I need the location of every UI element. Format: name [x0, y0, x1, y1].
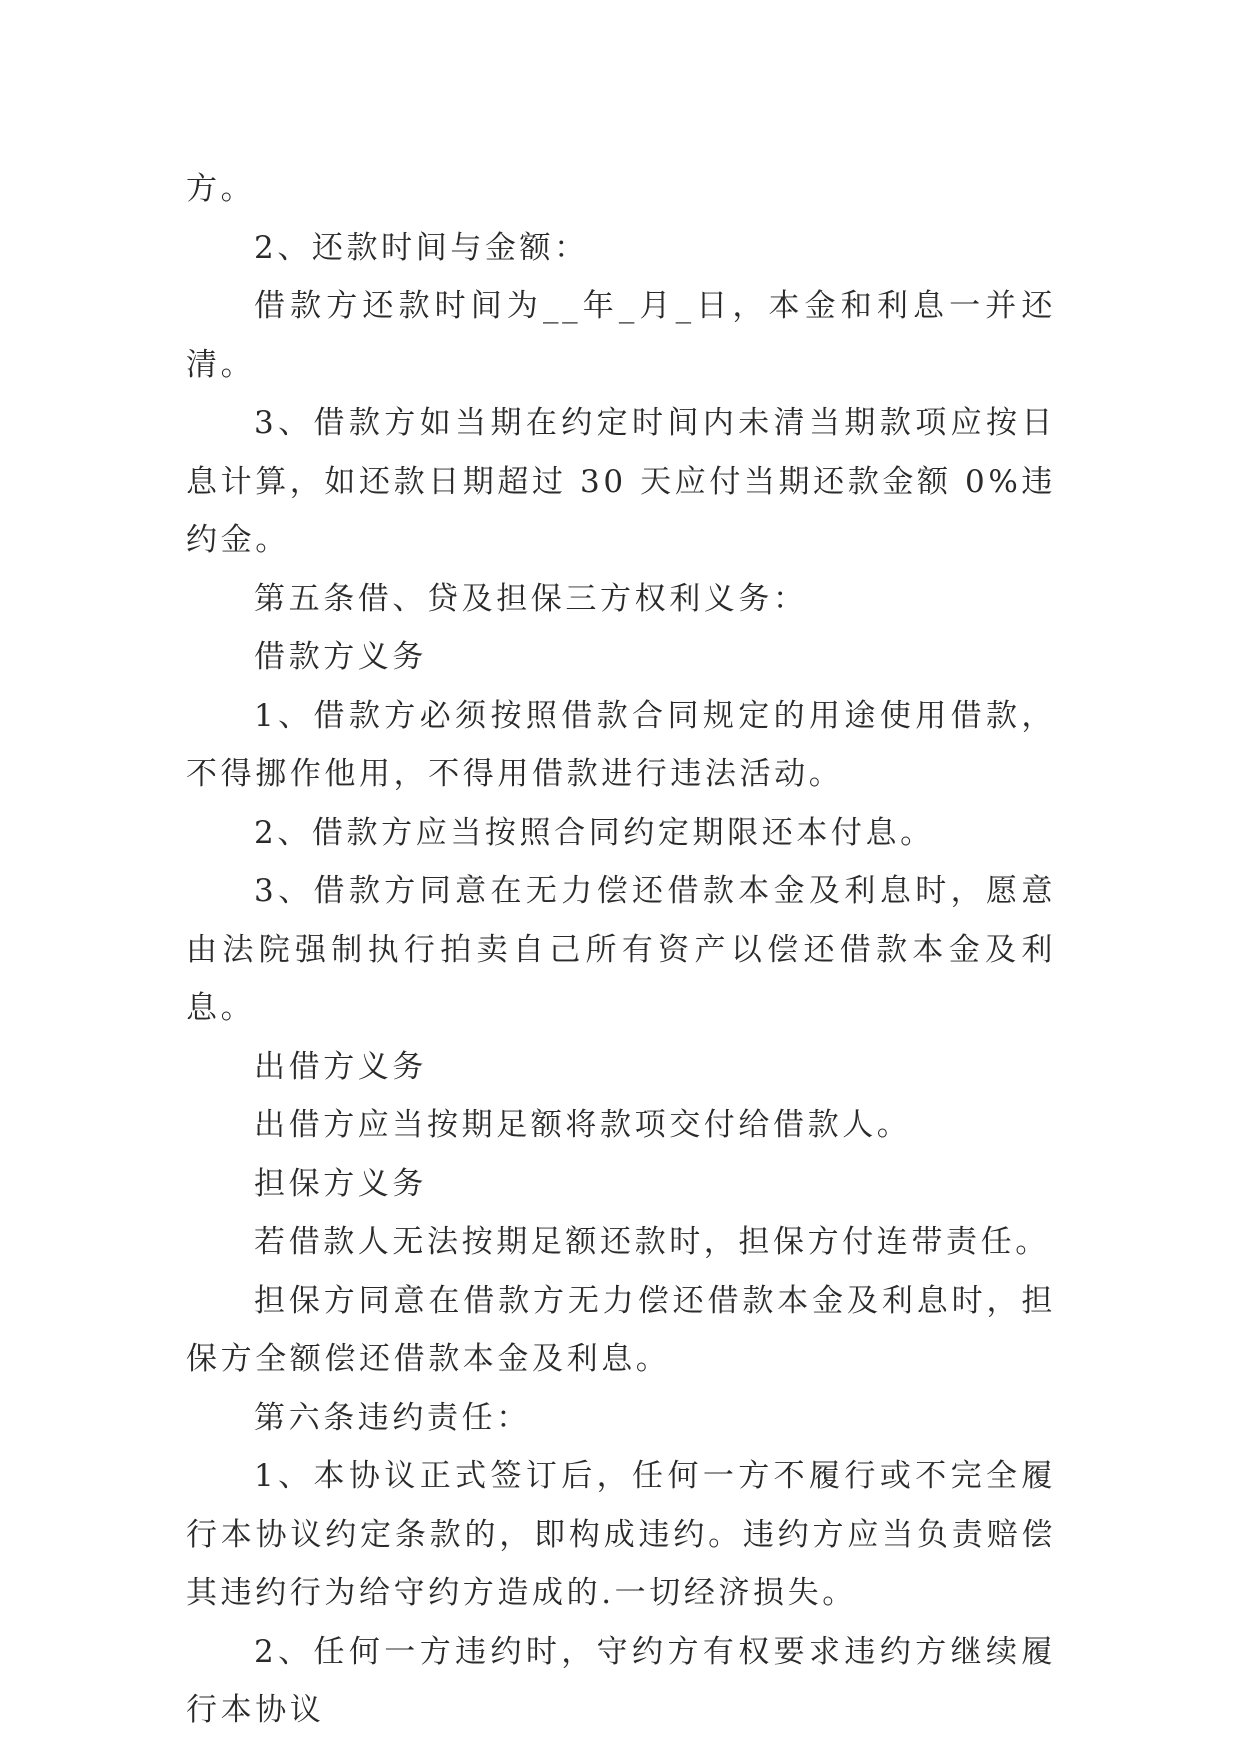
breach-clause-1: 1、本协议正式签订后，任何一方不履行或不完全履行本协议约定条款的，即构成违约。违约方应当负责赔偿其违约行为给守约方造成的.一切经济损失。: [186, 1458, 1056, 1611]
breach-clause-2: 2、任何一方违约时，守约方有权要求违约方继续履行本协议: [186, 1633, 1056, 1728]
document-body: [186, 160, 1056, 1740]
clause-repayment-date: 借款方还款时间为__年_月_日，本金和利息一并还清。: [186, 288, 1056, 383]
article-five-heading: 第五条借、贷及担保三方权利义务：: [254, 580, 808, 617]
guarantor-duty-2: 担保方同意在借款方无力偿还借款本金及利息时，担保方全额偿还借款本金及利息。: [186, 1282, 1056, 1377]
borrower-duty-3: 3、借款方同意在无力偿还借款本金及利息时，愿意由法院强制执行拍卖自己所有资产以偿还借款本金及利息。: [186, 873, 1056, 1026]
guarantor-duty-1: 若借款人无法按期足额还款时，担保方付连带责任。: [254, 1224, 1050, 1260]
clause-late-penalty: 3、借款方如当期在约定时间内未清当期款项应按日息计算，如还款日期超过 30 天应付当期还款金额 0%违约金。: [186, 405, 1056, 558]
lender-duties-heading: 出借方义务: [254, 1048, 427, 1085]
borrower-duties-heading: 借款方义务: [254, 639, 427, 675]
borrower-duty-1: 1、借款方必须按照借款合同规定的用途使用借款，不得挪作他用，不得用借款进行违法活动。: [186, 697, 1056, 792]
borrower-duty-2: 2、借款方应当按照合同约定期限还本付息。: [254, 814, 935, 851]
clause-repayment-heading: 2、还款时间与金额：: [254, 229, 589, 266]
article-six-heading: 第六条违约责任：: [254, 1399, 531, 1436]
paragraph-continuation: 方。: [186, 171, 256, 207]
guarantor-duties-heading: 担保方义务: [254, 1165, 427, 1202]
lender-duty-1: 出借方应当按期足额将款项交付给借款人。: [254, 1107, 912, 1143]
